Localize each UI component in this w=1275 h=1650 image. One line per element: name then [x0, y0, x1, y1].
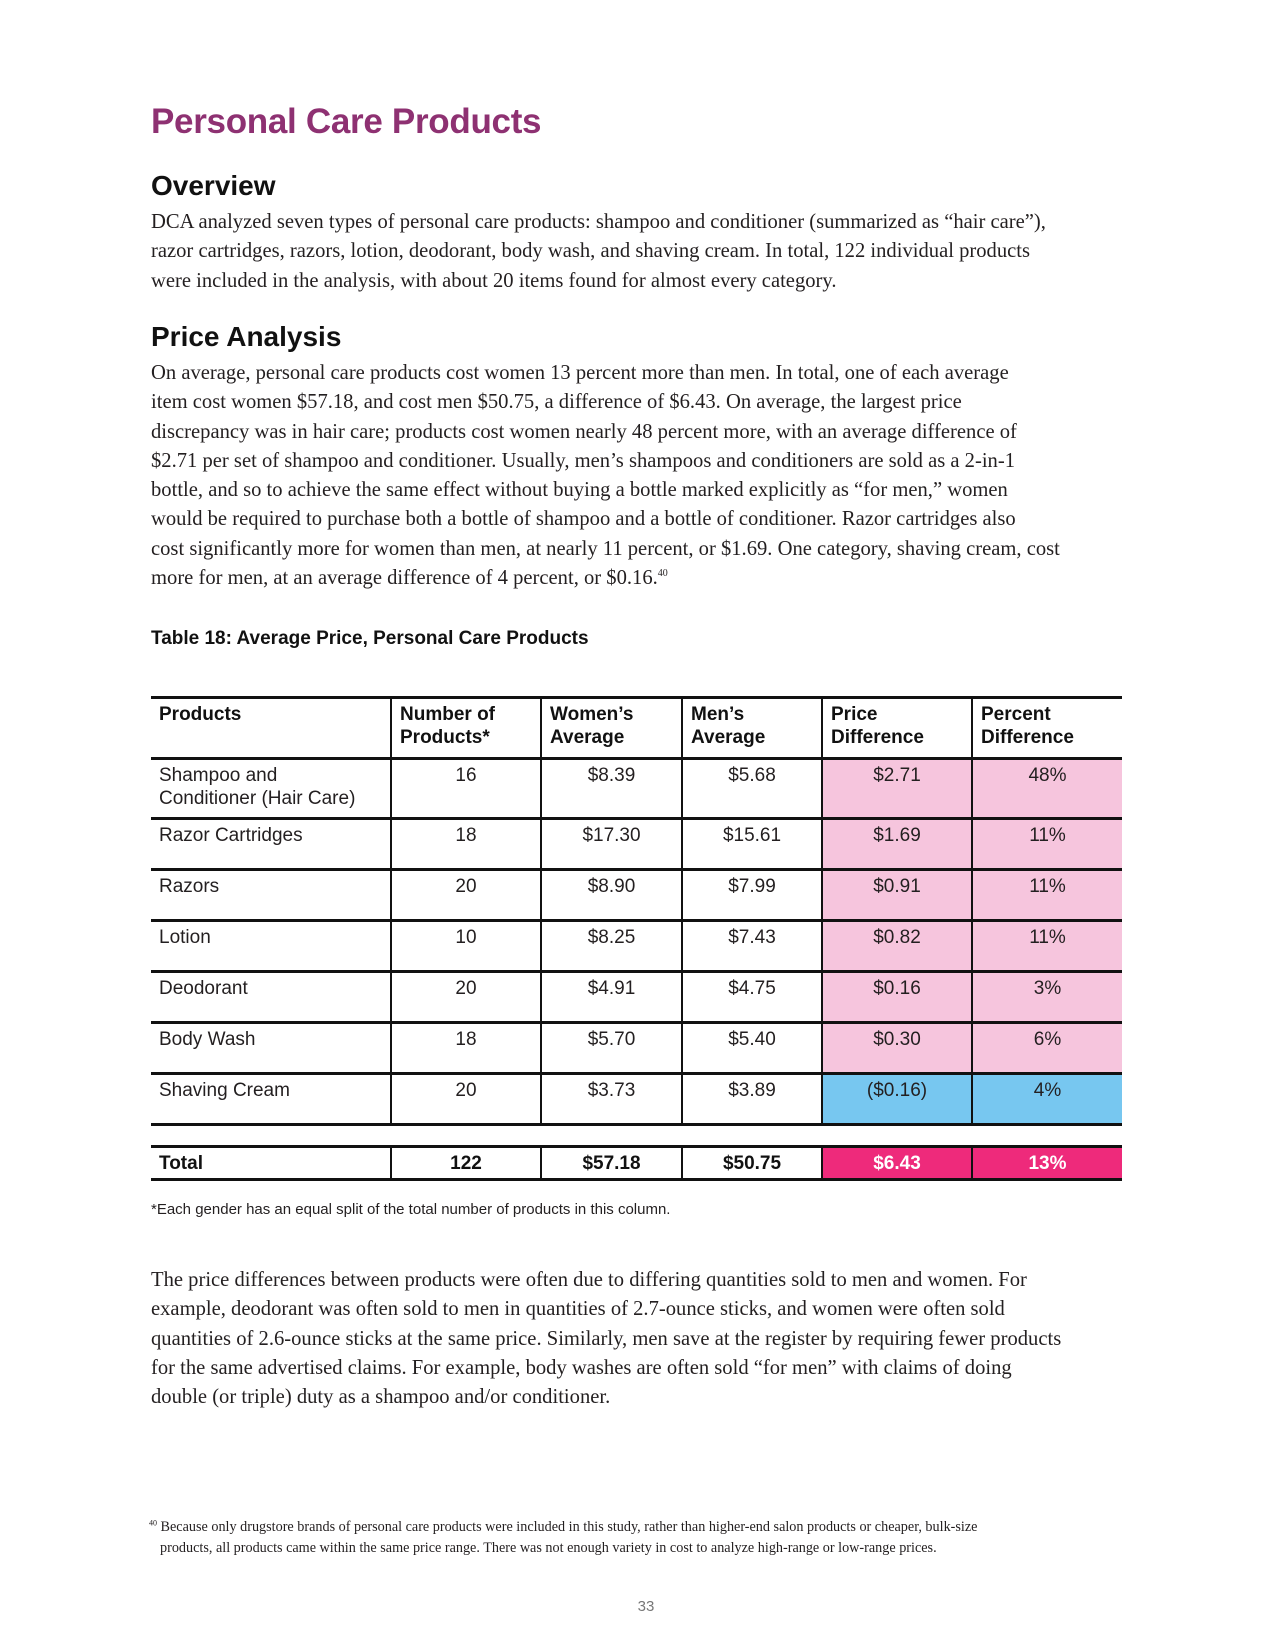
- count-cell: 16: [391, 759, 541, 819]
- header-text: Difference: [981, 727, 1074, 748]
- percent-difference-cell: 6%: [972, 1023, 1122, 1074]
- percent-difference-cell: 11%: [972, 819, 1122, 870]
- header-text: Average: [550, 727, 625, 748]
- header-text: Difference: [831, 727, 924, 748]
- product-cell: Razor Cartridges: [151, 819, 391, 870]
- header-text: Products: [159, 704, 242, 725]
- header-text: Products*: [400, 727, 490, 748]
- price-difference-cell: $0.30: [822, 1023, 972, 1074]
- closing-paragraph: [151, 1266, 1131, 1412]
- product-cell: Lotion: [151, 921, 391, 972]
- overview-line: were included in the analysis, with about 20 items found for almost every category.: [151, 269, 837, 292]
- mens-average-cell: $7.99: [682, 870, 822, 921]
- womens-average-cell: $8.90: [541, 870, 682, 921]
- count-cell: 10: [391, 921, 541, 972]
- table-row: [151, 1074, 1122, 1125]
- footnote-line: [149, 1517, 1139, 1538]
- mens-average-cell: $7.43: [682, 921, 822, 972]
- percent-difference-cell: 4%: [972, 1074, 1122, 1125]
- womens-average-cell: $17.30: [541, 819, 682, 870]
- total-price-difference: $6.43: [822, 1147, 972, 1180]
- count-cell: 20: [391, 972, 541, 1023]
- total-label: Total: [151, 1147, 391, 1180]
- price-table: [151, 696, 1122, 1126]
- table-caption: Table 18: Average Price, Personal Care Products: [151, 628, 589, 649]
- percent-difference-cell: 48%: [972, 759, 1122, 819]
- overview-line: DCA analyzed seven types of personal care products: shampoo and conditioner (summarized as “hair care”),: [151, 211, 1046, 233]
- price-analysis-line: On average, personal care products cost women 13 percent more than men. In total, one of each average: [151, 362, 1009, 384]
- womens-average-cell: $5.70: [541, 1023, 682, 1074]
- mens-average-cell: $4.75: [682, 972, 822, 1023]
- price-difference-cell: $0.82: [822, 921, 972, 972]
- womens-average-cell: $3.73: [541, 1074, 682, 1125]
- table-row: [151, 819, 1122, 870]
- column-header-womens-average: [541, 698, 682, 759]
- mens-average-cell: $15.61: [682, 819, 822, 870]
- column-header-price-difference: [822, 698, 972, 759]
- product-cell: Body Wash: [151, 1023, 391, 1074]
- price-difference-cell: $2.71: [822, 759, 972, 819]
- footnote-line: products, all products came within the same price range. There was not enough variety in cost to analyze high-range or low-range prices.: [160, 1540, 937, 1556]
- count-cell: 20: [391, 870, 541, 921]
- closing-line: quantities of 2.6-ounce sticks at the same price. Similarly, men save at the register by requiring fewer products: [151, 1327, 1062, 1350]
- page-number: 33: [637, 1598, 655, 1615]
- column-header-number-of-products: [391, 698, 541, 759]
- mens-average-cell: $3.89: [682, 1074, 822, 1125]
- product-cell: [151, 759, 391, 819]
- total-count: 122: [391, 1147, 541, 1180]
- percent-difference-cell: 11%: [972, 870, 1122, 921]
- header-text: Price: [831, 704, 878, 725]
- closing-line: double (or triple) duty as a shampoo and/or conditioner.: [151, 1386, 611, 1409]
- womens-average-cell: $8.39: [541, 759, 682, 819]
- price-analysis-line: item cost women $57.18, and cost men $50.75, a difference of $6.43. On average, the largest price: [151, 391, 962, 414]
- price-difference-cell: $0.16: [822, 972, 972, 1023]
- footnote-text: Because only drugstore brands of personal care products were included in this study, rather than higher-end salon products or cheaper, bulk-size: [160, 1519, 978, 1535]
- price-analysis-heading: Price Analysis: [151, 321, 342, 352]
- percent-difference-cell: 3%: [972, 972, 1122, 1023]
- total-mens-average: $50.75: [682, 1147, 822, 1180]
- count-cell: 18: [391, 819, 541, 870]
- header-text: Men’s: [691, 704, 745, 725]
- total-womens-average: $57.18: [541, 1147, 682, 1180]
- closing-line: example, deodorant was often sold to men in quantities of 2.7-ounce sticks, and women were often sold: [151, 1298, 1005, 1321]
- product-cell: Deodorant: [151, 972, 391, 1023]
- overview-heading: Overview: [151, 170, 276, 201]
- mens-average-cell: $5.68: [682, 759, 822, 819]
- product-cell: Shaving Cream: [151, 1074, 391, 1125]
- price-analysis-last-line-text: more for men, at an average difference of 4 percent, or $0.16.: [151, 567, 658, 590]
- table-row: [151, 1023, 1122, 1074]
- table-row: [151, 921, 1122, 972]
- closing-line: The price differences between products were often due to differing quantities sold to men and women. For: [151, 1269, 1027, 1291]
- price-analysis-line: bottle, and so to achieve the same effect without buying a bottle marked explicitly as “for men,” women: [151, 479, 1008, 502]
- footnote-reference[interactable]: 40: [657, 568, 668, 580]
- product-name: Shampoo and: [159, 765, 278, 786]
- page-title: Personal Care Products: [151, 102, 542, 141]
- table-header-row: [151, 698, 1122, 759]
- price-analysis-line: $2.71 per set of shampoo and conditioner. Usually, men’s shampoos and conditioners are sold as a 2-in-1: [151, 449, 1016, 472]
- overview-line: razor cartridges, razors, lotion, deodorant, body wash, and shaving cream. In total, 122 individual products: [151, 240, 1030, 263]
- price-analysis-line: would be required to purchase both a bottle of shampoo and a bottle of conditioner. Razor cartridges also: [151, 508, 1016, 531]
- womens-average-cell: $4.91: [541, 972, 682, 1023]
- womens-average-cell: $8.25: [541, 921, 682, 972]
- table-row: [151, 870, 1122, 921]
- header-text: Women’s: [550, 704, 634, 725]
- product-cell: Razors: [151, 870, 391, 921]
- count-cell: 18: [391, 1023, 541, 1074]
- total-percent-difference: 13%: [972, 1147, 1122, 1180]
- closing-line: for the same advertised claims. For example, body washes are often sold “for men” with claims of doing: [151, 1356, 1012, 1379]
- total-table: [151, 1145, 1122, 1181]
- price-analysis-line: discrepancy was in hair care; products cost women nearly 48 percent more, with an average difference of: [151, 420, 1017, 443]
- overview-paragraph: [151, 208, 1131, 296]
- price-difference-cell: $0.91: [822, 870, 972, 921]
- percent-difference-cell: 11%: [972, 921, 1122, 972]
- price-analysis-line: [151, 564, 1131, 593]
- header-text: Average: [691, 727, 766, 748]
- header-text: Number of: [400, 704, 495, 725]
- footnote: [149, 1517, 1139, 1559]
- footnote-number: 40: [149, 1518, 157, 1528]
- product-name: Conditioner (Hair Care): [159, 788, 356, 809]
- table-row: [151, 972, 1122, 1023]
- table-row: [151, 759, 1122, 819]
- price-difference-cell: ($0.16): [822, 1074, 972, 1125]
- column-header-percent-difference: [972, 698, 1122, 759]
- header-text: Percent: [981, 704, 1051, 725]
- mens-average-cell: $5.40: [682, 1023, 822, 1074]
- count-cell: 20: [391, 1074, 541, 1125]
- total-row: [151, 1147, 1122, 1180]
- price-analysis-line: cost significantly more for women than men, at nearly 11 percent, or $1.69. One category, shaving cream, cost: [151, 537, 1060, 560]
- price-analysis-paragraph: [151, 359, 1131, 593]
- table-note: *Each gender has an equal split of the total number of products in this column.: [151, 1201, 671, 1218]
- column-header-products: [151, 698, 391, 759]
- price-difference-cell: $1.69: [822, 819, 972, 870]
- column-header-mens-average: [682, 698, 822, 759]
